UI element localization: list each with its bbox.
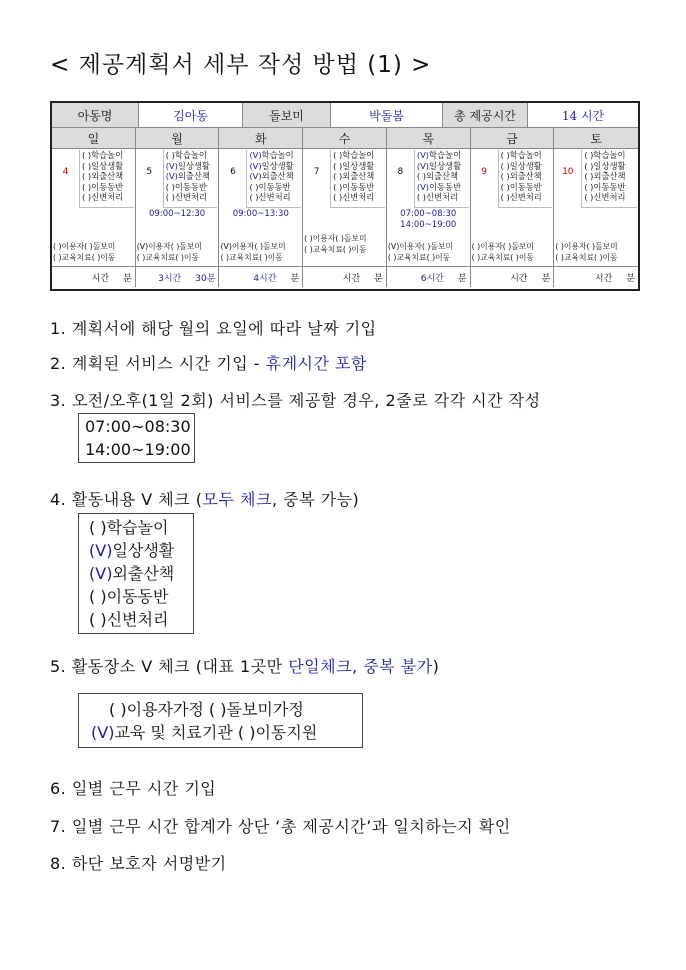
weekday-cell: 일 [52,128,136,148]
option-text: ( )신변처리 [249,192,291,203]
service-times [136,209,219,220]
place-option [220,241,302,252]
option-text: ( )이용자( )돌보미 [555,242,618,251]
activity-option [333,161,385,172]
day-number: 8 [397,167,404,177]
check-mark: (V) [416,150,430,160]
hours-row [52,267,638,287]
day-number: 7 [313,167,320,177]
total-value: 14 시간 [561,108,605,123]
activity-option [584,182,637,193]
plan-calendar [50,101,640,291]
step-7: 7. 일별 근무 시간 합계가 상단 ‘총 제공시간’과 일치하는지 확인 [50,817,511,836]
activity-option [166,150,218,161]
step-5-tail: ) [432,657,440,676]
place-example-box [78,693,363,748]
minutes-unit: 분 [374,273,383,284]
option-text: 학습놀이 [429,150,462,160]
activity-option [417,171,469,182]
activity-example-line [89,585,193,608]
activity-checklist [581,150,637,208]
caregiver-name: 박돌봄 [331,103,443,127]
hours-cell [136,267,220,287]
place-checklist [53,241,135,263]
option-text: ( )일상생활 [500,160,542,171]
place-option [137,241,219,252]
place-option [472,252,554,263]
hours-value: 3시간 [158,273,182,284]
minutes-unit: 분 [290,273,300,284]
check-mark: (V) [249,171,262,182]
day-number: 9 [481,167,487,177]
activity-checklist [246,150,301,208]
place-option [304,244,386,255]
check-mark: (V) [249,160,262,171]
activity-example-text: 학습놀이 [106,518,169,537]
option-text: ( )학습놀이 [165,150,207,160]
option-text: ( )일상생활 [82,160,124,171]
option-text: ( )교육치료( )이동 [555,253,618,262]
activity-option [82,150,134,161]
activity-option [501,182,553,193]
option-text: 이동동반 [429,181,462,192]
option-text: 외출산책 [261,171,294,182]
option-text: 일상생활 [177,160,210,171]
option-text: ( )신변처리 [333,192,375,203]
option-text: ( )이용자( )돌보미 [471,242,534,251]
option-text: ( )교육치료( )이동 [471,253,534,262]
hours-unit: 시간 [342,273,361,284]
place-checklist [388,241,470,263]
weekday-cell: 화 [219,128,303,148]
activity-checklist [414,150,469,208]
hours-cell [219,267,303,287]
step-2-highlight: 휴게시간 포함 [265,354,367,373]
option-text: ( )교육치료( )이동 [53,253,116,262]
hours-cell [303,267,387,287]
option-text: ( )신변처리 [584,192,626,203]
hours-cell [554,267,638,287]
hours-value: 4시간 [253,273,277,284]
option-text: ( )이용자( )돌보미 [53,242,116,251]
place-option [220,252,302,263]
option-text: 일상생활 [429,160,462,171]
time-example-line: 07:00~08:30 [85,417,191,436]
check-mark: (V) [136,242,149,251]
caregiver-label: 돌보미 [243,103,331,127]
option-text: ( )신변처리 [416,192,459,203]
day-column [471,149,555,266]
place-checklist [220,241,302,263]
service-time: 09:00~13:30 [232,209,289,219]
place-checklist [137,241,219,263]
activity-example-line [89,608,193,631]
hours-unit: 시간 [91,273,110,284]
step-5 [50,654,439,677]
activity-example-text: 이동동반 [106,587,169,606]
activity-option [417,182,469,193]
hours-unit: 시간 [594,273,613,284]
service-time: 09:00~12:30 [149,209,206,219]
option-text: ( )신변처리 [82,192,124,203]
place-example-line: ( )이용자가정 ( )돌보미가정 [109,700,304,719]
place-option [388,252,470,263]
hours-cell [387,267,471,287]
weekday-cell: 수 [303,128,387,148]
option-text: ( )일상생활 [584,160,626,171]
activity-option [333,150,385,161]
place-example-line [91,721,362,744]
activity-option [249,182,301,193]
step-4-tail: , 중복 가능) [271,490,360,509]
weekday-cell: 토 [590,131,602,146]
activity-check-mark: (V) [89,564,113,583]
activity-option [584,171,637,182]
service-time: 14:00~19:00 [400,219,457,230]
activity-example-text: 신변처리 [106,610,169,629]
activity-option [584,192,637,203]
activity-option [417,150,469,161]
place-example-text: 교육 및 치료기관 ( )이동지원 [114,723,318,742]
activity-example-line [89,539,193,562]
check-mark: (V) [416,160,430,171]
activity-option [82,182,134,193]
option-text: ( )학습놀이 [333,150,375,160]
option-text: ( )외출산책 [584,171,626,182]
option-text: ( )교육치료( )이동 [304,245,367,254]
option-text: ( )학습놀이 [584,150,626,160]
service-times [387,209,470,230]
hours-cell [471,267,555,287]
day-column [52,149,136,266]
weekday-row [52,128,638,149]
service-times [219,209,302,220]
check-mark: (V) [416,181,430,192]
activity-checklist [330,150,385,208]
day-number: 6 [230,167,236,177]
step-3: 3. 오전/오후(1일 2회) 서비스를 제공할 경우, 2줄로 각각 시간 작성 [50,391,541,410]
activity-option [166,171,218,182]
activity-option [584,161,637,172]
activity-example-text: 외출산책 [112,564,175,583]
weekday-cell: 목 [387,128,471,148]
check-mark: (V) [220,242,232,251]
activity-option [417,192,469,203]
place-check-mark: (V) [91,723,115,742]
weekday-cell: 금 [471,128,555,148]
activity-check-mark: ( ) [89,518,107,537]
activity-option [249,171,301,182]
option-text: ( )학습놀이 [500,150,542,160]
activity-option [249,192,301,203]
place-option [388,241,470,252]
step-4 [50,487,359,510]
option-text: ( )이동동반 [500,181,542,192]
activity-option [166,161,218,172]
place-option [472,241,554,252]
activity-option [501,171,553,182]
minutes-unit: 분 [541,273,551,284]
option-text: 이용자( )돌보미 [399,242,454,251]
step-2 [50,351,367,374]
option-text: ( )일상생활 [333,160,375,171]
activity-option [249,161,301,172]
step-6: 6. 일별 근무 시간 기입 [50,779,217,798]
activity-check-mark: ( ) [89,610,107,629]
time-example-line: 14:00~19:00 [85,440,191,459]
step-1: 1. 계획서에 해당 월의 요일에 따라 날짜 기입 [50,319,377,338]
activity-example-text: 일상생활 [112,541,175,560]
activity-example-line [89,562,193,585]
activity-example-box [78,513,194,634]
option-text: ( )신변처리 [500,192,542,203]
activity-option [166,182,218,193]
total-label: 총 제공시간 [443,103,528,127]
minutes-unit: 분 [626,273,636,284]
service-time: 07:00~08:30 [400,209,457,219]
calendar-header [52,103,638,128]
hours-cell [52,267,136,287]
option-text: ( )이동동반 [249,181,291,192]
minutes-unit: 분 [123,273,132,284]
activity-checklist [498,150,553,208]
activity-option [333,182,385,193]
place-option [53,252,135,263]
activity-option [82,192,134,203]
option-text: ( )외출산책 [500,171,542,182]
option-text: 이용자( )돌보미 [231,242,286,251]
place-option [53,241,135,252]
check-mark: (V) [165,171,178,182]
option-text: ( )교육치료( )이동 [387,253,451,262]
option-text: ( )이동동반 [584,181,626,192]
child-label: 아동명 [52,103,139,127]
option-text: ( )외출산책 [416,171,459,182]
page-title: < 제공계획서 세부 작성 방법 (1) > [50,52,432,78]
step-5-text: 5. 활동장소 V 체크 (대표 1곳만 [50,657,289,676]
activity-option [417,161,469,172]
activity-option [501,161,553,172]
activity-option [82,171,134,182]
activity-option [333,171,385,182]
activity-option [584,150,637,161]
day-number: 4 [62,167,69,177]
minutes-unit: 분 [457,273,467,284]
activity-option [249,150,301,161]
option-text: 외출산책 [177,171,210,182]
place-option [137,252,219,263]
option-text: ( )학습놀이 [82,150,124,160]
day-number: 5 [146,167,153,177]
step-4-highlight: 모두 체크 [202,490,272,509]
activity-option [166,192,218,203]
activity-option [501,150,553,161]
day-column [219,149,303,266]
option-text: ( )이동동반 [165,181,207,192]
place-checklist [304,233,386,255]
option-text: 학습놀이 [261,150,294,160]
child-name: 김아동 [139,103,243,127]
place-option [555,241,638,252]
place-checklist [555,241,638,263]
activity-checklist [79,150,134,208]
activity-checklist [163,150,218,208]
day-column [387,149,471,266]
place-option [555,252,638,263]
option-text: ( )외출산책 [82,171,124,182]
activity-option [333,192,385,203]
option-text: 이용자( )돌보미 [148,242,202,251]
calendar-body [52,149,638,267]
day-column [303,149,387,266]
activity-check-mark: ( ) [89,587,107,606]
hours-unit: 시간 [510,273,528,284]
option-text: ( )이동동반 [82,181,124,192]
activity-example-line [89,516,193,539]
option-text: ( )교육치료( )이동 [136,253,200,262]
place-checklist [472,241,554,263]
check-mark: (V) [249,150,262,160]
option-text: 일상생활 [261,160,294,171]
option-text: ( )신변처리 [165,192,207,203]
day-column [136,149,220,266]
activity-check-mark: (V) [89,541,113,560]
step-5-highlight: 단일체크, 중복 불가 [288,657,433,676]
activity-option [501,192,553,203]
place-option [304,233,386,244]
minutes-value: 30분 [195,273,216,284]
day-column [554,149,638,266]
activity-option [82,161,134,172]
option-text: ( )이동동반 [333,181,375,192]
step-8: 8. 하단 보호자 서명받기 [50,854,227,873]
step-4-text: 4. 활동내용 V 체크 ( [50,490,203,509]
option-text: ( )외출산책 [333,171,375,182]
hours-value: 6시간 [420,273,444,284]
option-text: ( )이용자( )돌보미 [304,234,367,243]
day-number: 10 [562,167,574,177]
option-text: ( )교육치료( )이동 [220,253,283,262]
weekday-cell: 월 [136,128,220,148]
time-example-box [78,413,195,463]
check-mark: (V) [387,242,400,251]
check-mark: (V) [165,160,178,171]
step-2-text: 2. 계획된 서비스 시간 기입 - [50,354,266,373]
